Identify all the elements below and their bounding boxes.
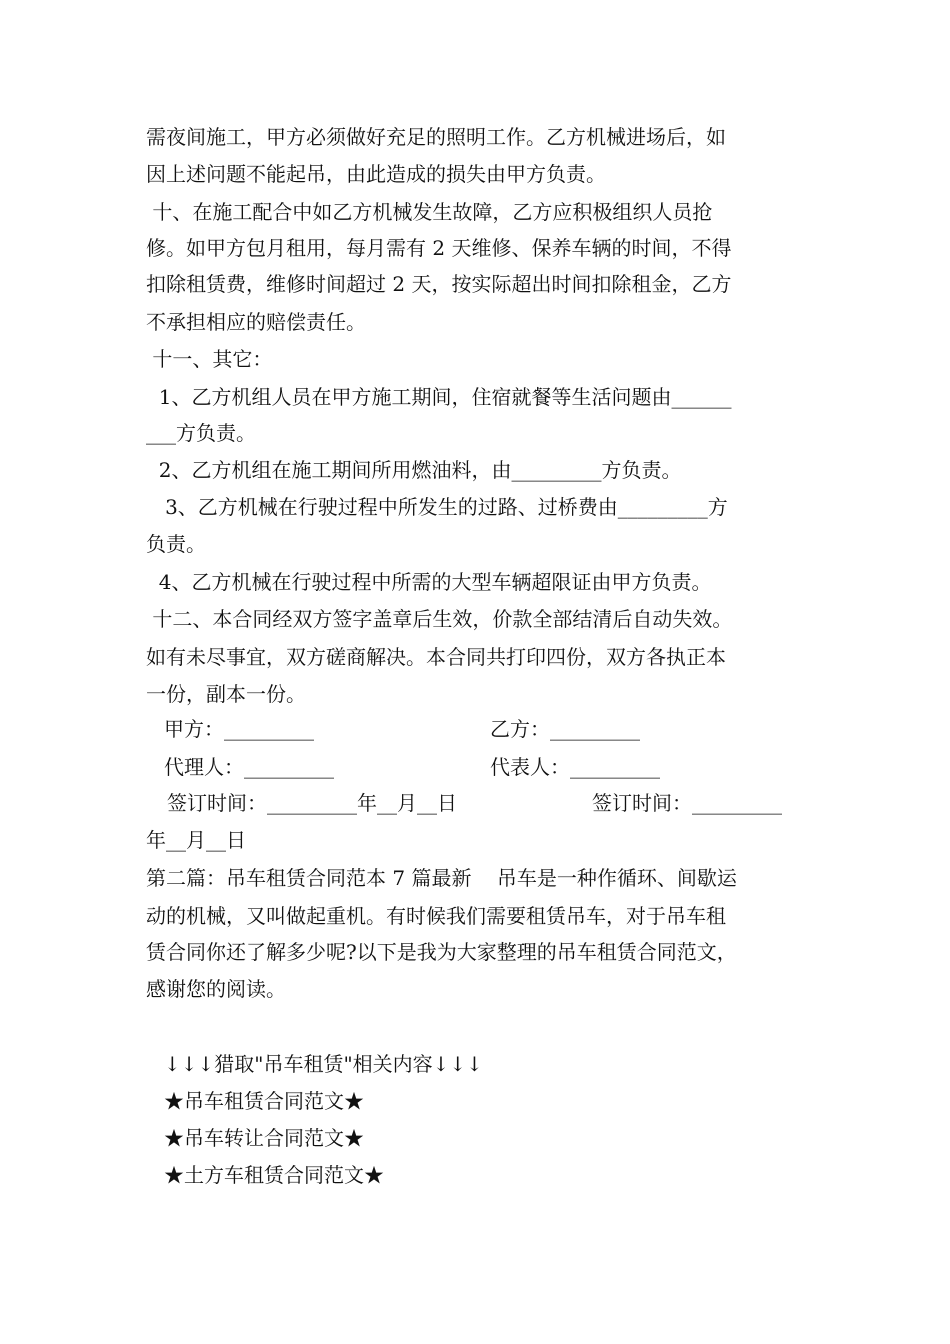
part2-line: 第二篇：吊车租赁合同范本 7 篇最新 吊车是一种作循环、间歇运	[146, 866, 737, 890]
text-line: 修。如甲方包月租用，每月需有 2 天维修、保养车辆的时间，不得	[146, 236, 732, 260]
text-line: 负责。	[146, 532, 206, 556]
text-line: 十二、本合同经双方签字盖章后生效，价款全部结清后自动失效。	[146, 607, 733, 631]
part2-line: 感谢您的阅读。	[146, 977, 286, 1001]
text-line: 不承担相应的赔偿责任。	[146, 310, 366, 334]
sign-date-b-continued: 年__月__日	[146, 828, 246, 852]
agent-a-signature: 代理人：_________	[164, 755, 334, 779]
related-link[interactable]: ★土方车租赁合同范文★	[164, 1163, 384, 1187]
text-line: 十一、其它：	[146, 347, 273, 371]
party-b-signature: 乙方：_________	[490, 717, 640, 741]
sign-date-a: 签订时间：_________年__月__日	[167, 791, 457, 815]
text-line: 2、乙方机组在施工期间所用燃油料，由_________方负责。	[146, 458, 682, 482]
text-line: 十、在施工配合中如乙方机械发生故障，乙方应积极组织人员抢	[146, 200, 713, 224]
text-line: 3、乙方机械在行驶过程中所发生的过路、过桥费由_________方	[146, 495, 728, 519]
text-line: 需夜间施工，甲方必须做好充足的照明工作。乙方机械进场后，如	[146, 125, 726, 149]
text-line: 如有未尽事宜，双方磋商解决。本合同共打印四份，双方各执正本	[146, 645, 726, 669]
related-heading: ↓↓↓猎取"吊车租赁"相关内容↓↓↓	[164, 1052, 483, 1076]
related-link[interactable]: ★吊车转让合同范文★	[164, 1126, 364, 1150]
party-a-signature: 甲方：_________	[164, 717, 314, 741]
related-link[interactable]: ★吊车租赁合同范文★	[164, 1089, 364, 1113]
part2-line: 动的机械，又叫做起重机。有时候我们需要租赁吊车，对于吊车租	[146, 904, 726, 928]
sign-date-b: 签订时间：_________	[592, 791, 782, 815]
text-line: 4、乙方机械在行驶过程中所需的大型车辆超限证由甲方负责。	[146, 570, 712, 594]
text-line: 因上述问题不能起吊，由此造成的损失由甲方负责。	[146, 162, 606, 186]
text-line: ___方负责。	[146, 421, 256, 445]
part2-line: 赁合同你还了解多少呢?以下是我为大家整理的吊车租赁合同范文，	[146, 940, 737, 964]
text-line: 扣除租赁费，维修时间超过 2 天，按实际超出时间扣除租金，乙方	[146, 272, 732, 296]
text-line: 一份，副本一份。	[146, 682, 306, 706]
text-line: 1、乙方机组人员在甲方施工期间，住宿就餐等生活问题由______	[146, 385, 732, 409]
agent-b-signature: 代表人：_________	[490, 755, 660, 779]
